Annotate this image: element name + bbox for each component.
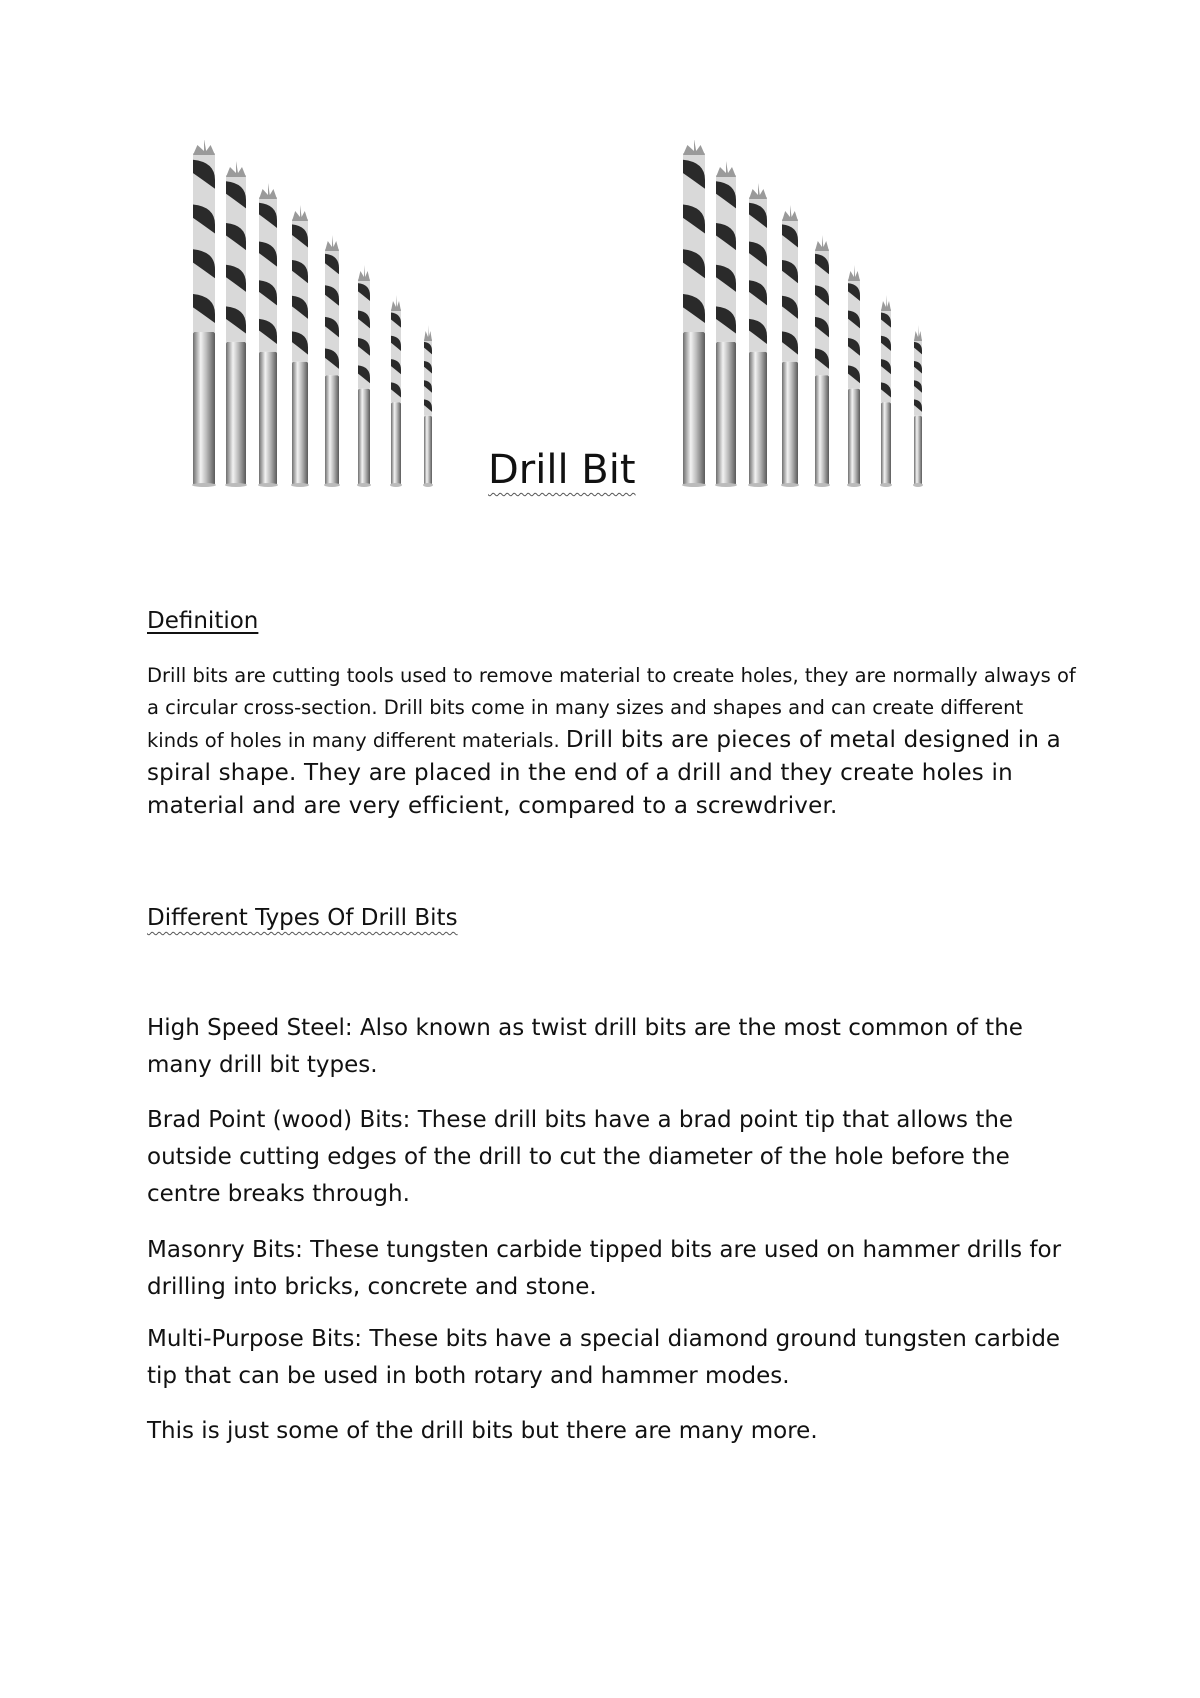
drill-bit xyxy=(357,265,371,487)
drill-bit xyxy=(814,235,830,487)
drill-bit xyxy=(913,325,923,487)
type-paragraph-high-speed-steel: High Speed Steel: Also known as twist drill bits are the most common of the many drill bit types. xyxy=(147,1015,1023,1078)
drill-bit xyxy=(682,140,706,487)
definition-text-small: Drill bits are cutting tools used to remove material to create holes, they are normally always of a circular cross-section. Drill bits come in many sizes and shapes and can create different kinds of holes in many different materials. xyxy=(147,664,1076,752)
drill-bit xyxy=(192,140,216,487)
drill-bit xyxy=(225,161,247,487)
drill-bit xyxy=(390,295,402,487)
drill-bits-graphic xyxy=(185,140,465,490)
drill-bits-graphic xyxy=(675,140,955,490)
drill-bit xyxy=(781,205,799,487)
definition-paragraph xyxy=(147,660,1077,823)
closing-paragraph: This is just some of the drill bits but there are many more. xyxy=(147,1418,818,1444)
document-title: Drill Bit xyxy=(488,447,636,493)
drill-bit xyxy=(423,325,433,487)
definition-text-large: Drill bits are pieces of metal designed in a spiral shape. They are placed in the end of a drill and they create holes in material and are very efficient, compared to a screwdriver. xyxy=(147,727,1061,819)
drill-bit xyxy=(258,183,278,487)
drill-bit xyxy=(847,265,861,487)
definition-heading: Definition xyxy=(147,608,259,634)
drill-bits-image-right xyxy=(675,140,955,490)
type-paragraph-masonry: Masonry Bits: These tungsten carbide tipped bits are used on hammer drills for drilling into bricks, concrete and stone. xyxy=(147,1237,1062,1300)
drill-bit xyxy=(324,235,340,487)
type-paragraph-brad-point: Brad Point (wood) Bits: These drill bits have a brad point tip that allows the outside cutting edges of the drill to cut the diameter of the hole before the centre breaks through. xyxy=(147,1107,1014,1207)
drill-bit xyxy=(880,295,892,487)
types-heading: Different Types Of Drill Bits xyxy=(147,905,458,931)
type-paragraph-multi-purpose: Multi-Purpose Bits: These bits have a special diamond ground tungsten carbide tip that can be used in both rotary and hammer modes. xyxy=(147,1326,1061,1389)
drill-bit xyxy=(748,183,768,487)
drill-bit xyxy=(715,161,737,487)
drill-bits-image-left xyxy=(185,140,465,490)
drill-bit xyxy=(291,205,309,487)
